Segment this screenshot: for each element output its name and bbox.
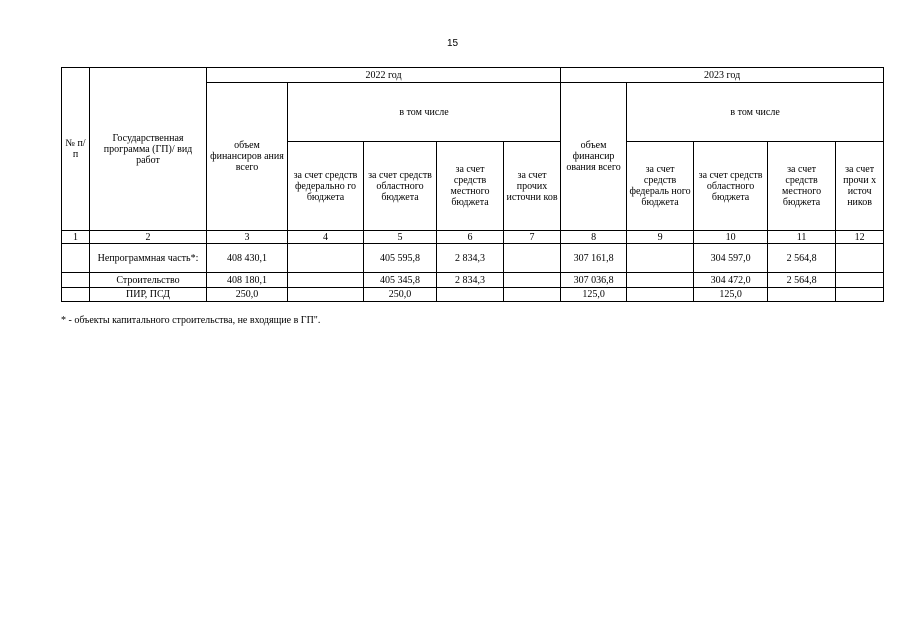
column-number: 11 [768,231,836,244]
column-number: 6 [437,231,504,244]
column-number: 10 [694,231,768,244]
cell-federal-2023 [627,288,694,302]
header-regional-2022: за счет средств областного бюджета [364,142,437,231]
header-other-2023: за счет прочи х источ ников [836,142,884,231]
cell-name: Строительство [90,273,207,288]
header-total-2023: объем финансир ования всего [561,83,627,231]
cell-total-2023: 307 036,8 [561,273,627,288]
column-number: 7 [504,231,561,244]
cell-other-2023 [836,288,884,302]
header-regional-2023: за счет средств областного бюджета [694,142,768,231]
column-number: 1 [62,231,90,244]
column-number: 2 [90,231,207,244]
header-total-2022: объем финансиров ания всего [207,83,288,231]
cell-regional-2023: 304 597,0 [694,244,768,273]
header-federal-2022: за счет средств федерально го бюджета [288,142,364,231]
cell-name: Непрограммная часть*: [90,244,207,273]
footnote: * - объекты капитального строительства, не входящие в ГП". [61,315,321,326]
cell-regional-2022: 405 595,8 [364,244,437,273]
cell-other-2023 [836,273,884,288]
financing-table [61,67,884,302]
cell-local-2023: 2 564,8 [768,273,836,288]
column-number-row [62,231,884,244]
header-including-2022: в том числе [288,83,561,142]
cell-federal-2023 [627,273,694,288]
column-number: 9 [627,231,694,244]
cell-federal-2023 [627,244,694,273]
cell-total-2022: 408 430,1 [207,244,288,273]
cell-no [62,288,90,302]
table-row [62,288,884,302]
page-number: 15 [446,38,459,49]
cell-no [62,244,90,273]
cell-total-2022: 408 180,1 [207,273,288,288]
column-number: 12 [836,231,884,244]
header-federal-2023: за счет средств федераль ного бюджета [627,142,694,231]
column-number: 4 [288,231,364,244]
cell-local-2022: 2 834,3 [437,244,504,273]
cell-local-2023: 2 564,8 [768,244,836,273]
header-including-2023: в том числе [627,83,884,142]
table-row [62,273,884,288]
header-local-2023: за счет средств местного бюджета [768,142,836,231]
cell-no [62,273,90,288]
cell-local-2022: 2 834,3 [437,273,504,288]
column-number: 5 [364,231,437,244]
header-other-2022: за счет прочих источни ков [504,142,561,231]
cell-federal-2022 [288,288,364,302]
cell-other-2023 [836,244,884,273]
header-col-no: № п/п [62,68,90,231]
cell-name: ПИР, ПСД [90,288,207,302]
column-number: 8 [561,231,627,244]
table-row [62,244,884,273]
header-year-2023: 2023 год [561,68,884,83]
cell-federal-2022 [288,244,364,273]
header-col-program: Государственная программа (ГП)/ вид работ [90,68,207,231]
cell-total-2023: 307 161,8 [561,244,627,273]
cell-regional-2022: 405 345,8 [364,273,437,288]
cell-regional-2023: 125,0 [694,288,768,302]
cell-local-2022 [437,288,504,302]
cell-other-2022 [504,273,561,288]
cell-regional-2022: 250,0 [364,288,437,302]
cell-regional-2023: 304 472,0 [694,273,768,288]
cell-federal-2022 [288,273,364,288]
cell-local-2023 [768,288,836,302]
header-local-2022: за счет средств местного бюджета [437,142,504,231]
header-year-2022: 2022 год [207,68,561,83]
cell-other-2022 [504,244,561,273]
cell-total-2022: 250,0 [207,288,288,302]
column-number: 3 [207,231,288,244]
cell-other-2022 [504,288,561,302]
cell-total-2023: 125,0 [561,288,627,302]
